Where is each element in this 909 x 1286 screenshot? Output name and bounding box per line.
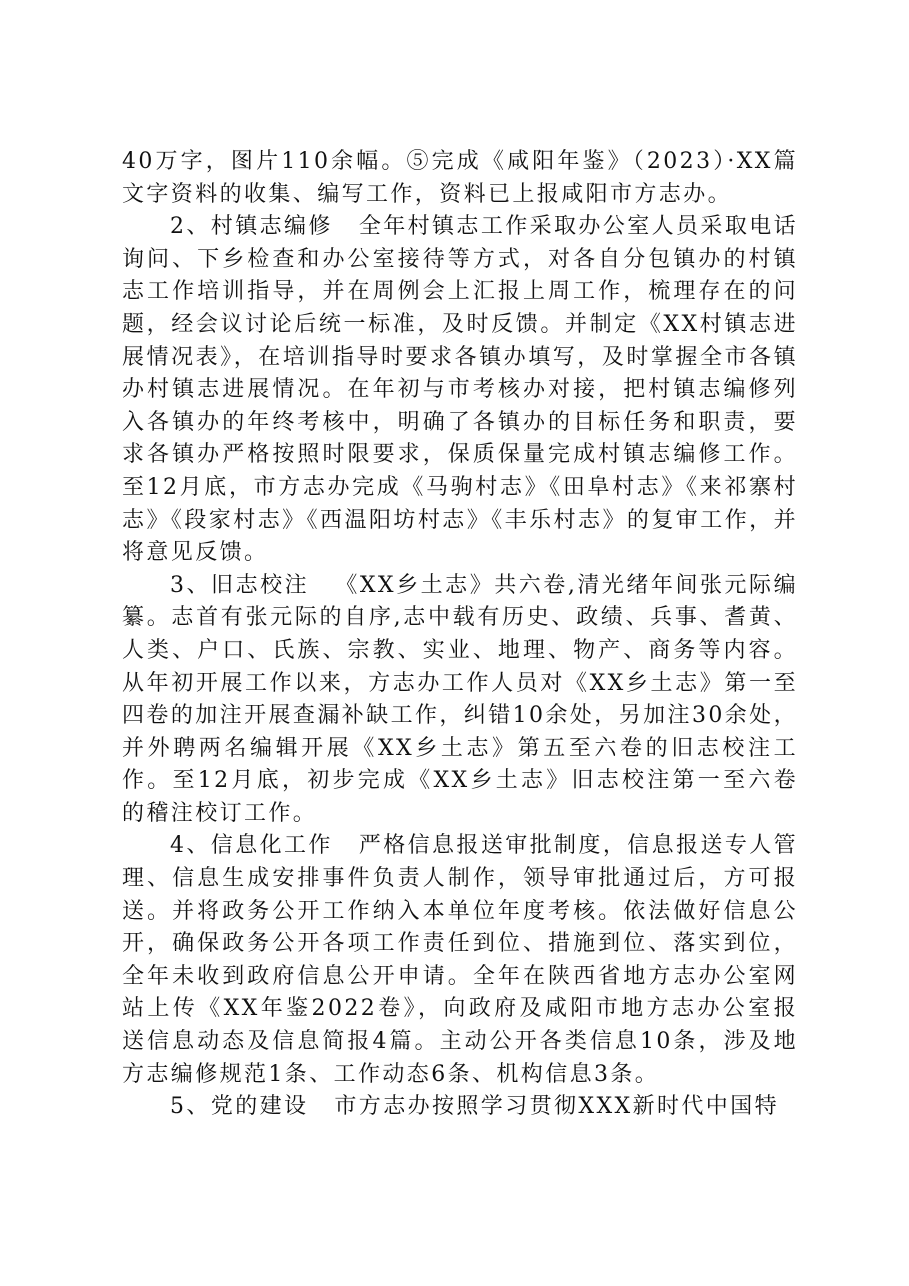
paragraph-old-annals	[122, 570, 798, 831]
document-page	[122, 146, 798, 1124]
paragraph-text: 《XX乡土志》共六卷,清光绪年间张元际编纂。志首有张元际的自序,志中载有历史、政绩、兵事、耆黄、人类、户口、氏族、宗教、实业、地理、物产、商务等内容。从年初开展工作以来，方志办工作人员对《XX乡土志》第一至四卷的加注开展查漏补缺工作，纠错10余处，另加注30余处，并外聘两名编辑开展《XX乡土志》第五至六卷的旧志校注工作。至12月底，初步完成《XX乡土志》旧志校注第一至六卷的稽注校订工作。	[122, 572, 798, 826]
paragraph-heading: 5、党的建设	[170, 1094, 309, 1120]
paragraph-text: 市方志办按照学习贯彻XXX新时代中国特	[334, 1094, 779, 1120]
paragraph-heading: 2、村镇志编修	[170, 214, 333, 240]
paragraph-continuation	[122, 146, 798, 211]
paragraph-heading: 4、信息化工作	[170, 833, 333, 859]
paragraph-informatization	[122, 830, 798, 1091]
paragraph-text: 全年村镇志工作采取办公室人员采取电话询问、下乡检查和办公室接待等方式，对各自分包镇办的村镇志工作培训指导，并在周例会上汇报上周工作，梳理存在的问题，经会议讨论后统一标准，及时反馈。并制定《XX村镇志进展情况表》，在培训指导时要求各镇办填写，及时掌握全市各镇办村镇志进展情况。在年初与市考核办对接，把村镇志编修列入各镇办的年终考核中，明确了各镇办的目标任务和职责，要求各镇办严格按照时限要求，保质保量完成村镇志编修工作。至12月底，市方志办完成《马驹村志》《田阜村志》《来祁寨村志》《段家村志》《西温阳坊村志》《丰乐村志》的复审工作，并将意见反馈。	[122, 214, 799, 566]
paragraph-text: 40万字，图片110余幅。⑤完成《咸阳年鉴》（2023）·XX篇文字资料的收集、编写工作，资料已上报咸阳市方志办。	[122, 149, 798, 207]
paragraph-heading: 3、旧志校注	[170, 572, 310, 598]
paragraph-village-annals	[122, 211, 798, 570]
paragraph-party-building	[122, 1091, 798, 1124]
paragraph-text: 严格信息报送审批制度，信息报送专人管理、信息生成安排事件负责人制作，领导审批通过后，方可报送。并将政务公开工作纳入本单位年度考核。依法做好信息公开，确保政务公开各项工作责任到位、措施到位、落实到位，全年未收到政府信息公开申请。全年在陕西省地方志办公室网站上传《XX年鉴2022卷》，向政府及咸阳市地方志办公室报送信息动态及信息简报4篇。主动公开各类信息10条，涉及地方志编修规范1条、工作动态6条、机构信息3条。	[122, 833, 799, 1087]
